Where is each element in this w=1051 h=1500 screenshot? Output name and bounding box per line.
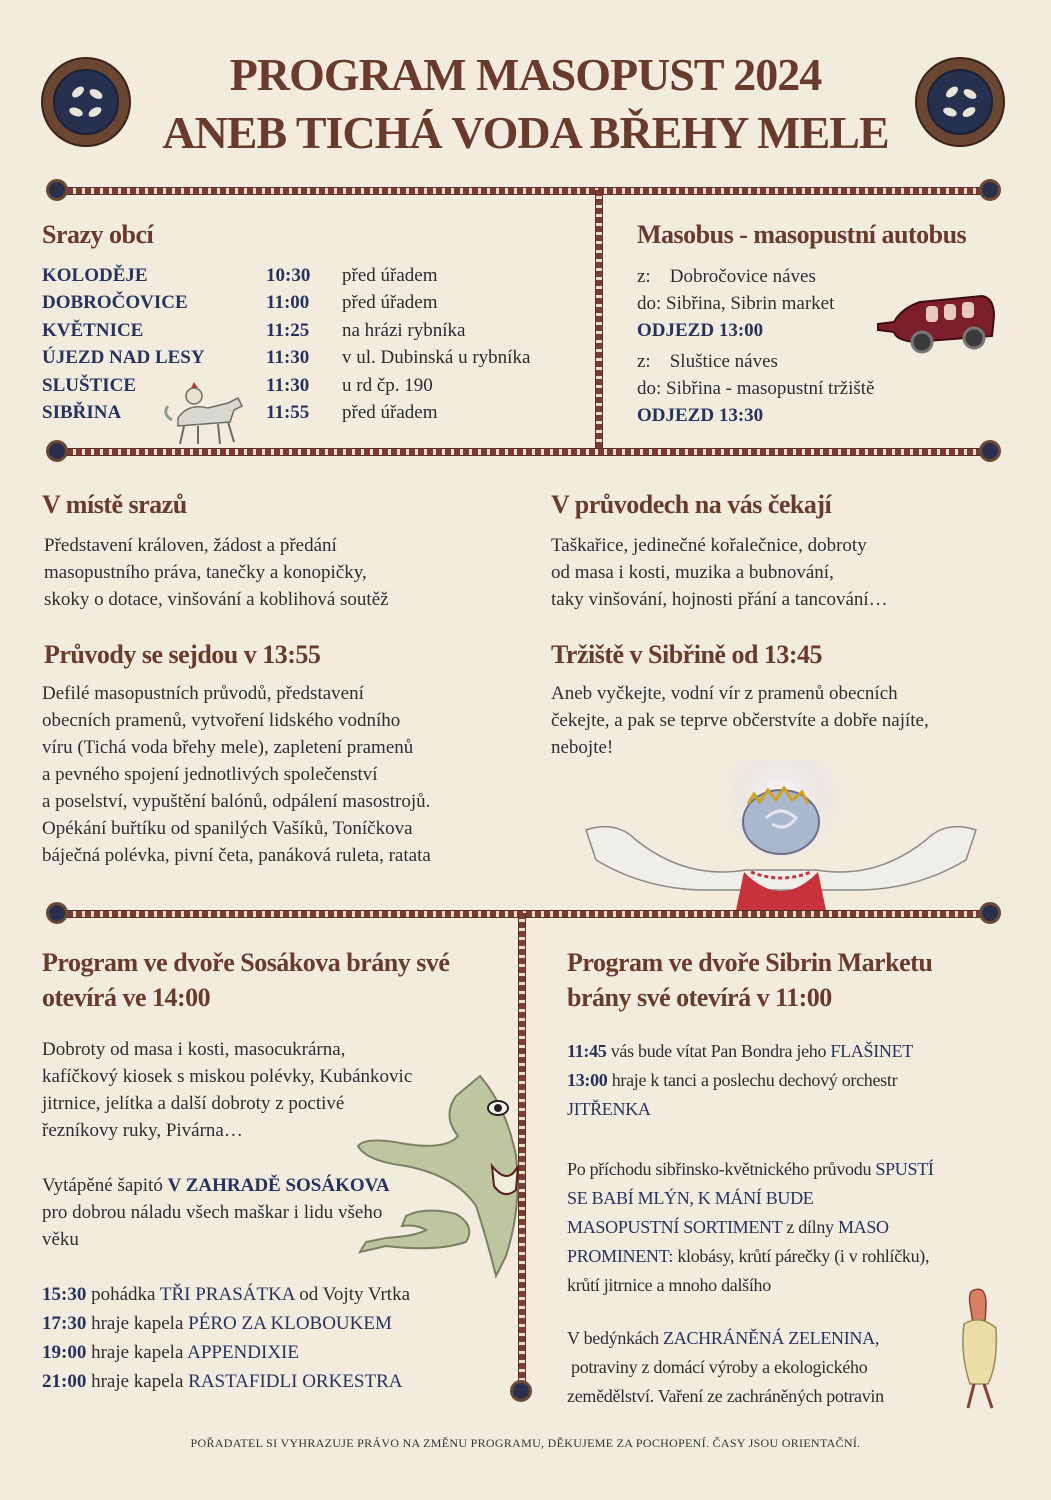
srazy-table xyxy=(42,262,530,427)
table-row: KOLODĚJE 10:30 před úřadem xyxy=(42,264,438,286)
knot-icon xyxy=(510,1380,532,1402)
knot-icon xyxy=(46,440,68,462)
divider-top xyxy=(58,187,988,195)
knot-icon xyxy=(46,179,68,201)
pruvody-heading: Průvody se sejdou v 13:55 xyxy=(44,640,321,669)
sibrin-program: 11:45 vás bude vítat Pan Bondra jeho FLAŠINET 13:00 hraje k tanci a poslechu dechový orchestr JITŘENKA xyxy=(567,1041,913,1119)
sibrin-para3: V bedýnkách ZACHRÁNĚNÁ ZELENINA, potraviny z domácí výroby a ekologického zemědělství. Vaření ze zachráněných potravin xyxy=(567,1328,884,1406)
table-row: SIBŘINA 11:55 před úřadem xyxy=(42,402,438,424)
footer-note: POŘADATEL SI VYHRAZUJE PRÁVO NA ZMĚNU PROGRAMU, DĚKUJEME ZA POCHOPENÍ. ČASY JSOU ORIENTAČNÍ. xyxy=(190,1436,861,1450)
rooster-horse-illustration-icon xyxy=(158,378,250,453)
sosak-creature-illustration-icon xyxy=(346,1066,526,1291)
trziste-text: Aneb vyčkejte, vodní vír z pramenů obecních čekejte, a pak se teprve občerstvíte a dobře najíte, nebojte! xyxy=(551,683,929,758)
masobus-route-1: z: Dobročovice náves do: Sibřina, Sibrin market ODJEZD 13:00 xyxy=(637,266,835,341)
trziste-heading: Tržiště v Sibřině od 13:45 xyxy=(551,640,823,669)
sibrin-heading-line2: brány své otevírá v 11:00 xyxy=(567,983,832,1012)
table-row: KVĚTNICE 11:25 na hrázi rybníka xyxy=(42,319,466,341)
list-item: 19:00 hraje kapela APPENDIXIE xyxy=(42,1342,299,1363)
list-item: 15:30 pohádka TŘI PRASÁTKA od Vojty Vrtka xyxy=(42,1284,410,1305)
table-row: DOBROČOVICE 11:00 před úřadem xyxy=(42,292,438,314)
sosak-para2: Vytápěné šapitó V ZAHRADĚ SOSÁKOVA pro dobrou náladu všech maškar i lidu všeho věku xyxy=(42,1175,390,1250)
v-miste-heading: V místě srazů xyxy=(42,490,187,519)
divider-vertical-top xyxy=(595,190,603,452)
knot-icon xyxy=(979,440,1001,462)
list-item: 17:30 hraje kapela PÉRO ZA KLOBOUKEM xyxy=(42,1313,392,1334)
sausage-figure-illustration-icon xyxy=(952,1284,1008,1419)
sosak-heading-line1: Program ve dvoře Sosákova brány své xyxy=(42,948,450,977)
sibrin-para2: Po příchodu sibřinsko-květnického průvodu SPUSTÍ SE BABÍ MLÝN, K MÁNÍ BUDE MASOPUSTNÍ SORTIMENT z dílny MASO PROMINENT: klobásy, krůtí párečky (i v rohlíčku), krůtí jitrnice a mnoho dalšího xyxy=(567,1159,934,1295)
water-queen-illustration-icon xyxy=(576,760,986,915)
pruvody-text: Defilé masopustních průvodů, představení obecních pramenů, vytvoření lidského vodního víru (Tichá voda břehy mele), zapletení pramenů a pevného spojení jednotlivých společenství a poselství, vypuštění balónů, odpálení masostrojů. Opékání buřtíku od spanilých Vašíků, Toníčkova báječná polévka, pivní četa, panáková ruleta, ratata xyxy=(42,683,431,866)
masobus-heading: Masobus - masopustní autobus xyxy=(637,220,967,249)
srazy-heading: Srazy obcí xyxy=(42,220,154,249)
bottle-bus-icon xyxy=(874,286,998,361)
sosak-para1: Dobroty od masa i kosti, masocukrárna, kafíčkový kiosek s miskou polévky, Kubánkovic jitrnice, jelítka a další dobroty z poctivé řezníkovy ruky, Pivárna… xyxy=(42,1039,413,1141)
v-pruvodech-text: Taškařice, jedinečné kořalečnice, dobroty od masa i kosti, muzika a bubnování, taky vinšování, hojnosti přání a tancování… xyxy=(551,535,888,610)
page-title-line2: ANEB TICHÁ VODA BŘEHY MELE xyxy=(162,107,889,158)
page-title-line1: PROGRAM MASOPUST 2024 xyxy=(229,49,822,100)
sibrin-heading-line1: Program ve dvoře Sibrin Marketu xyxy=(567,948,933,977)
v-pruvodech-heading: V průvodech na vás čekají xyxy=(551,490,832,519)
sosak-heading-line2: otevírá ve 14:00 xyxy=(42,983,211,1012)
table-row: ÚJEZD NAD LESY 11:30 v ul. Dubinská u rybníka xyxy=(42,347,531,369)
sosak-events xyxy=(42,1280,410,1396)
list-item: 21:00 hraje kapela RASTAFIDLI ORKESTRA xyxy=(42,1371,403,1392)
masobus-route-2: z: Sluštice náves do: Sibřina - masopustní tržiště ODJEZD 13:30 xyxy=(637,351,875,426)
knot-icon xyxy=(46,902,68,924)
table-row: SLUŠTICE 11:30 u rd čp. 190 xyxy=(42,374,433,396)
v-miste-text: Představení královen, žádost a předání masopustního práva, tanečky a konopičky, skoky o dotace, vinšování a koblihová soutěž xyxy=(44,535,389,610)
knot-icon xyxy=(979,179,1001,201)
